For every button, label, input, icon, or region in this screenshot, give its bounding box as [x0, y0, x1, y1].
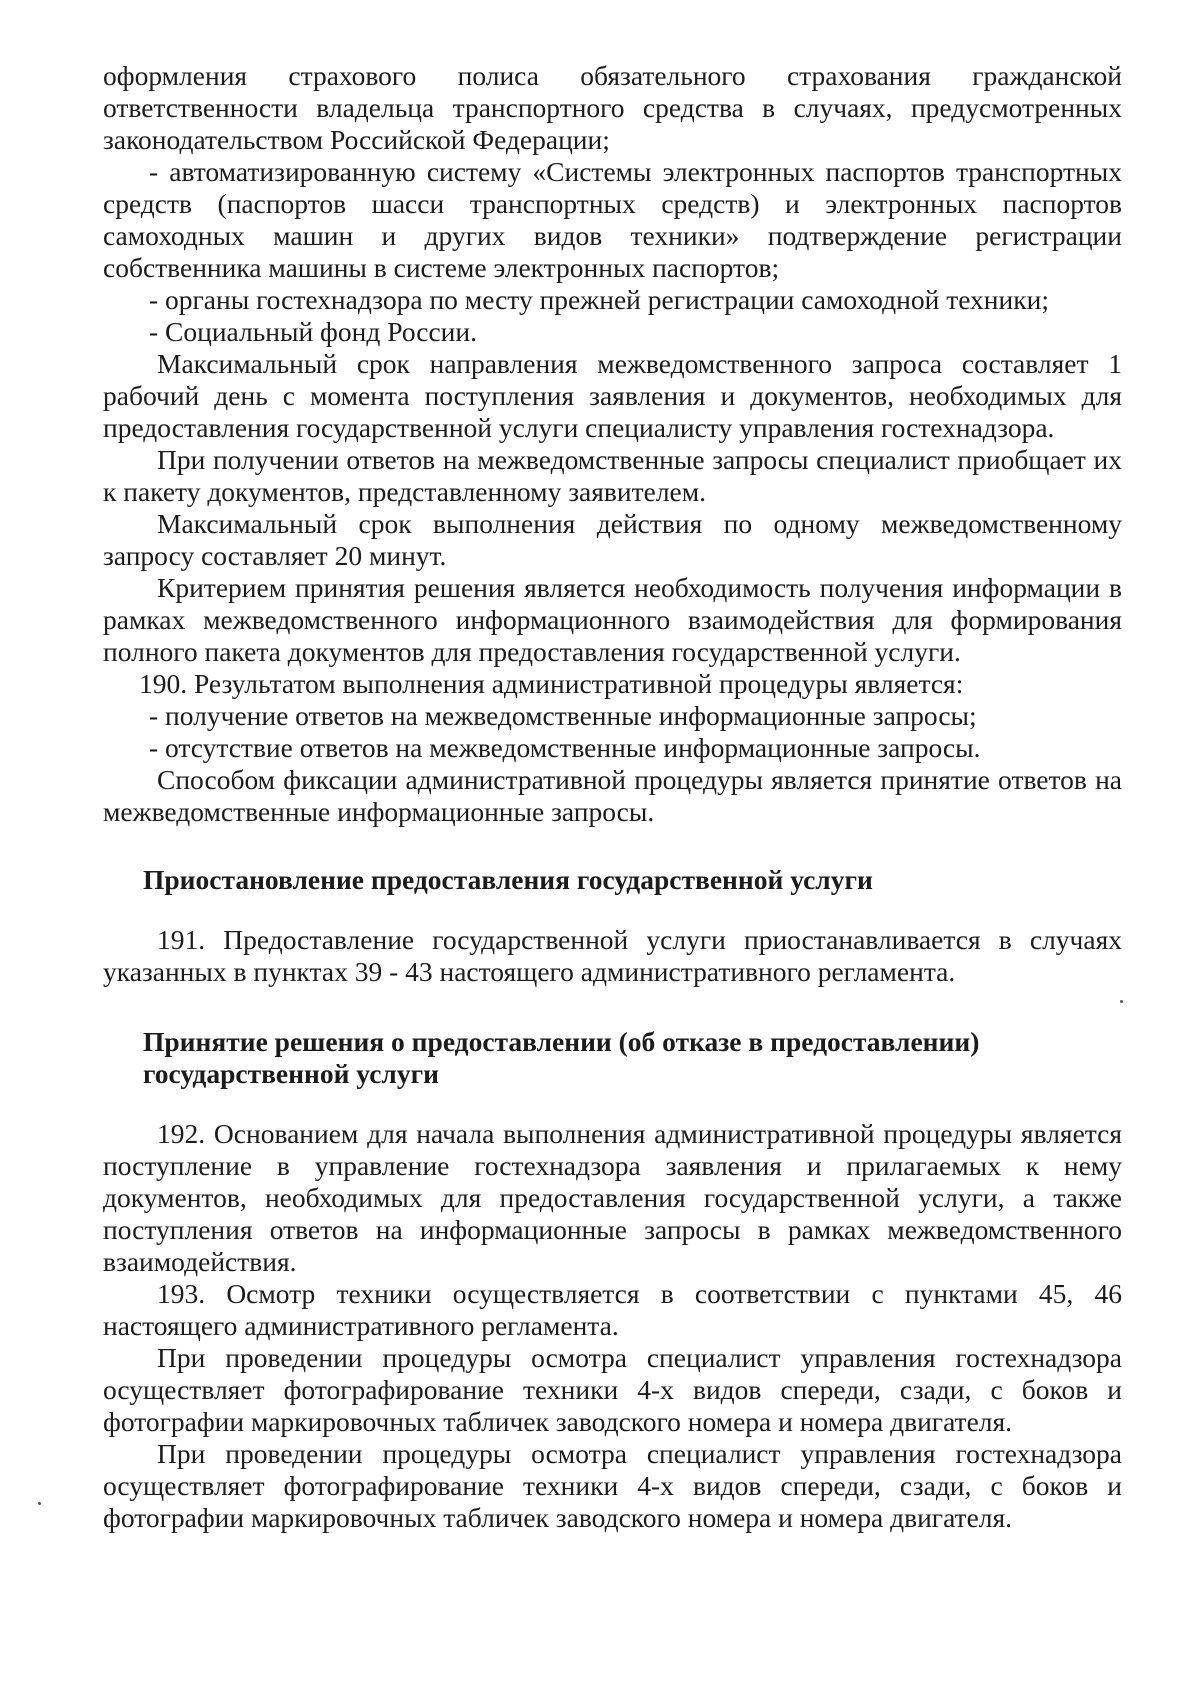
- paragraph: 193. Осмотр техники осуществляется в соответствии с пунктами 45, 46 настоящего административного регламента.: [103, 1278, 1122, 1341]
- document-body: [103, 60, 1122, 1534]
- paragraph: При проведении процедуры осмотра специалист управления гостехнадзора осуществляет фотографирование техники 4-х видов спереди, сзади, с боков и фотографии маркировочных табличек заводского номера и номера двигателя.: [103, 1438, 1122, 1533]
- paragraph: оформления страхового полиса обязательного страхования гражданской ответственности владельца транспортного средства в случаях, предусмотренных законодательством Российской Федерации;: [103, 60, 1122, 155]
- paragraph: Максимальный срок направления межведомственного запроса составляет 1 рабочий день с момента поступления заявления и документов, необходимых для предоставления государственной услуги специалисту управления гостехнадзора.: [103, 348, 1122, 443]
- spacer: [103, 828, 1122, 864]
- spacer: [103, 896, 1122, 924]
- paragraph: 191. Предоставление государственной услуги приостанавливается в случаях указанных в пунктах 39 - 43 настоящего административного регламента.: [103, 924, 1122, 987]
- spacer: [103, 1090, 1122, 1118]
- paragraph: 190. Результатом выполнения административной процедуры является:: [139, 668, 964, 699]
- section-heading-line-2: государственной услуги: [143, 1058, 439, 1089]
- section-heading-line-1: Принятие решения о предоставлении (об отказе в предоставлении): [143, 1026, 980, 1057]
- paragraph: Максимальный срок выполнения действия по одному межведомственному запросу составляет 20 минут.: [103, 508, 1122, 571]
- list-item: - получение ответов на межведомственные информационные запросы;: [149, 700, 977, 731]
- list-item: - автоматизированную систему «Системы электронных паспортов транспортных средств (паспортов шасси транспортных средств) и электронных паспортов самоходных машин и других видов техники» подтверждение регистрации собственника машины в системе электронных паспортов;: [103, 156, 1122, 283]
- scan-speck: [38, 1502, 41, 1505]
- scan-speck: [1120, 1000, 1123, 1003]
- paragraph: При проведении процедуры осмотра специалист управления гостехнадзора осуществляет фотографирование техники 4-х видов спереди, сзади, с боков и фотографии маркировочных табличек заводского номера и номера двигателя.: [103, 1342, 1122, 1437]
- paragraph: Способом фиксации административной процедуры является принятие ответов на межведомственные информационные запросы.: [103, 764, 1122, 827]
- paragraph: При получении ответов на межведомственные запросы специалист приобщает их к пакету документов, представленному заявителем.: [103, 444, 1122, 507]
- paragraph: Критерием принятия решения является необходимость получения информации в рамках межведомственного информационного взаимодействия для формирования полного пакета документов для предоставления государственной услуги.: [103, 572, 1122, 667]
- spacer: [103, 988, 1122, 1026]
- list-item: - Социальный фонд России.: [149, 316, 477, 347]
- section-heading: Приостановление предоставления государственной услуги: [143, 864, 873, 895]
- list-item: - органы гостехнадзора по месту прежней регистрации самоходной техники;: [149, 284, 1049, 315]
- paragraph: 192. Основанием для начала выполнения административной процедуры является поступление в управление гостехнадзора заявления и прилагаемых к нему документов, необходимых для предоставления государственной услуги, а также поступления ответов на информационные запросы в рамках межведомственного взаимодействия.: [103, 1118, 1122, 1277]
- list-item: - отсутствие ответов на межведомственные информационные запросы.: [149, 732, 981, 763]
